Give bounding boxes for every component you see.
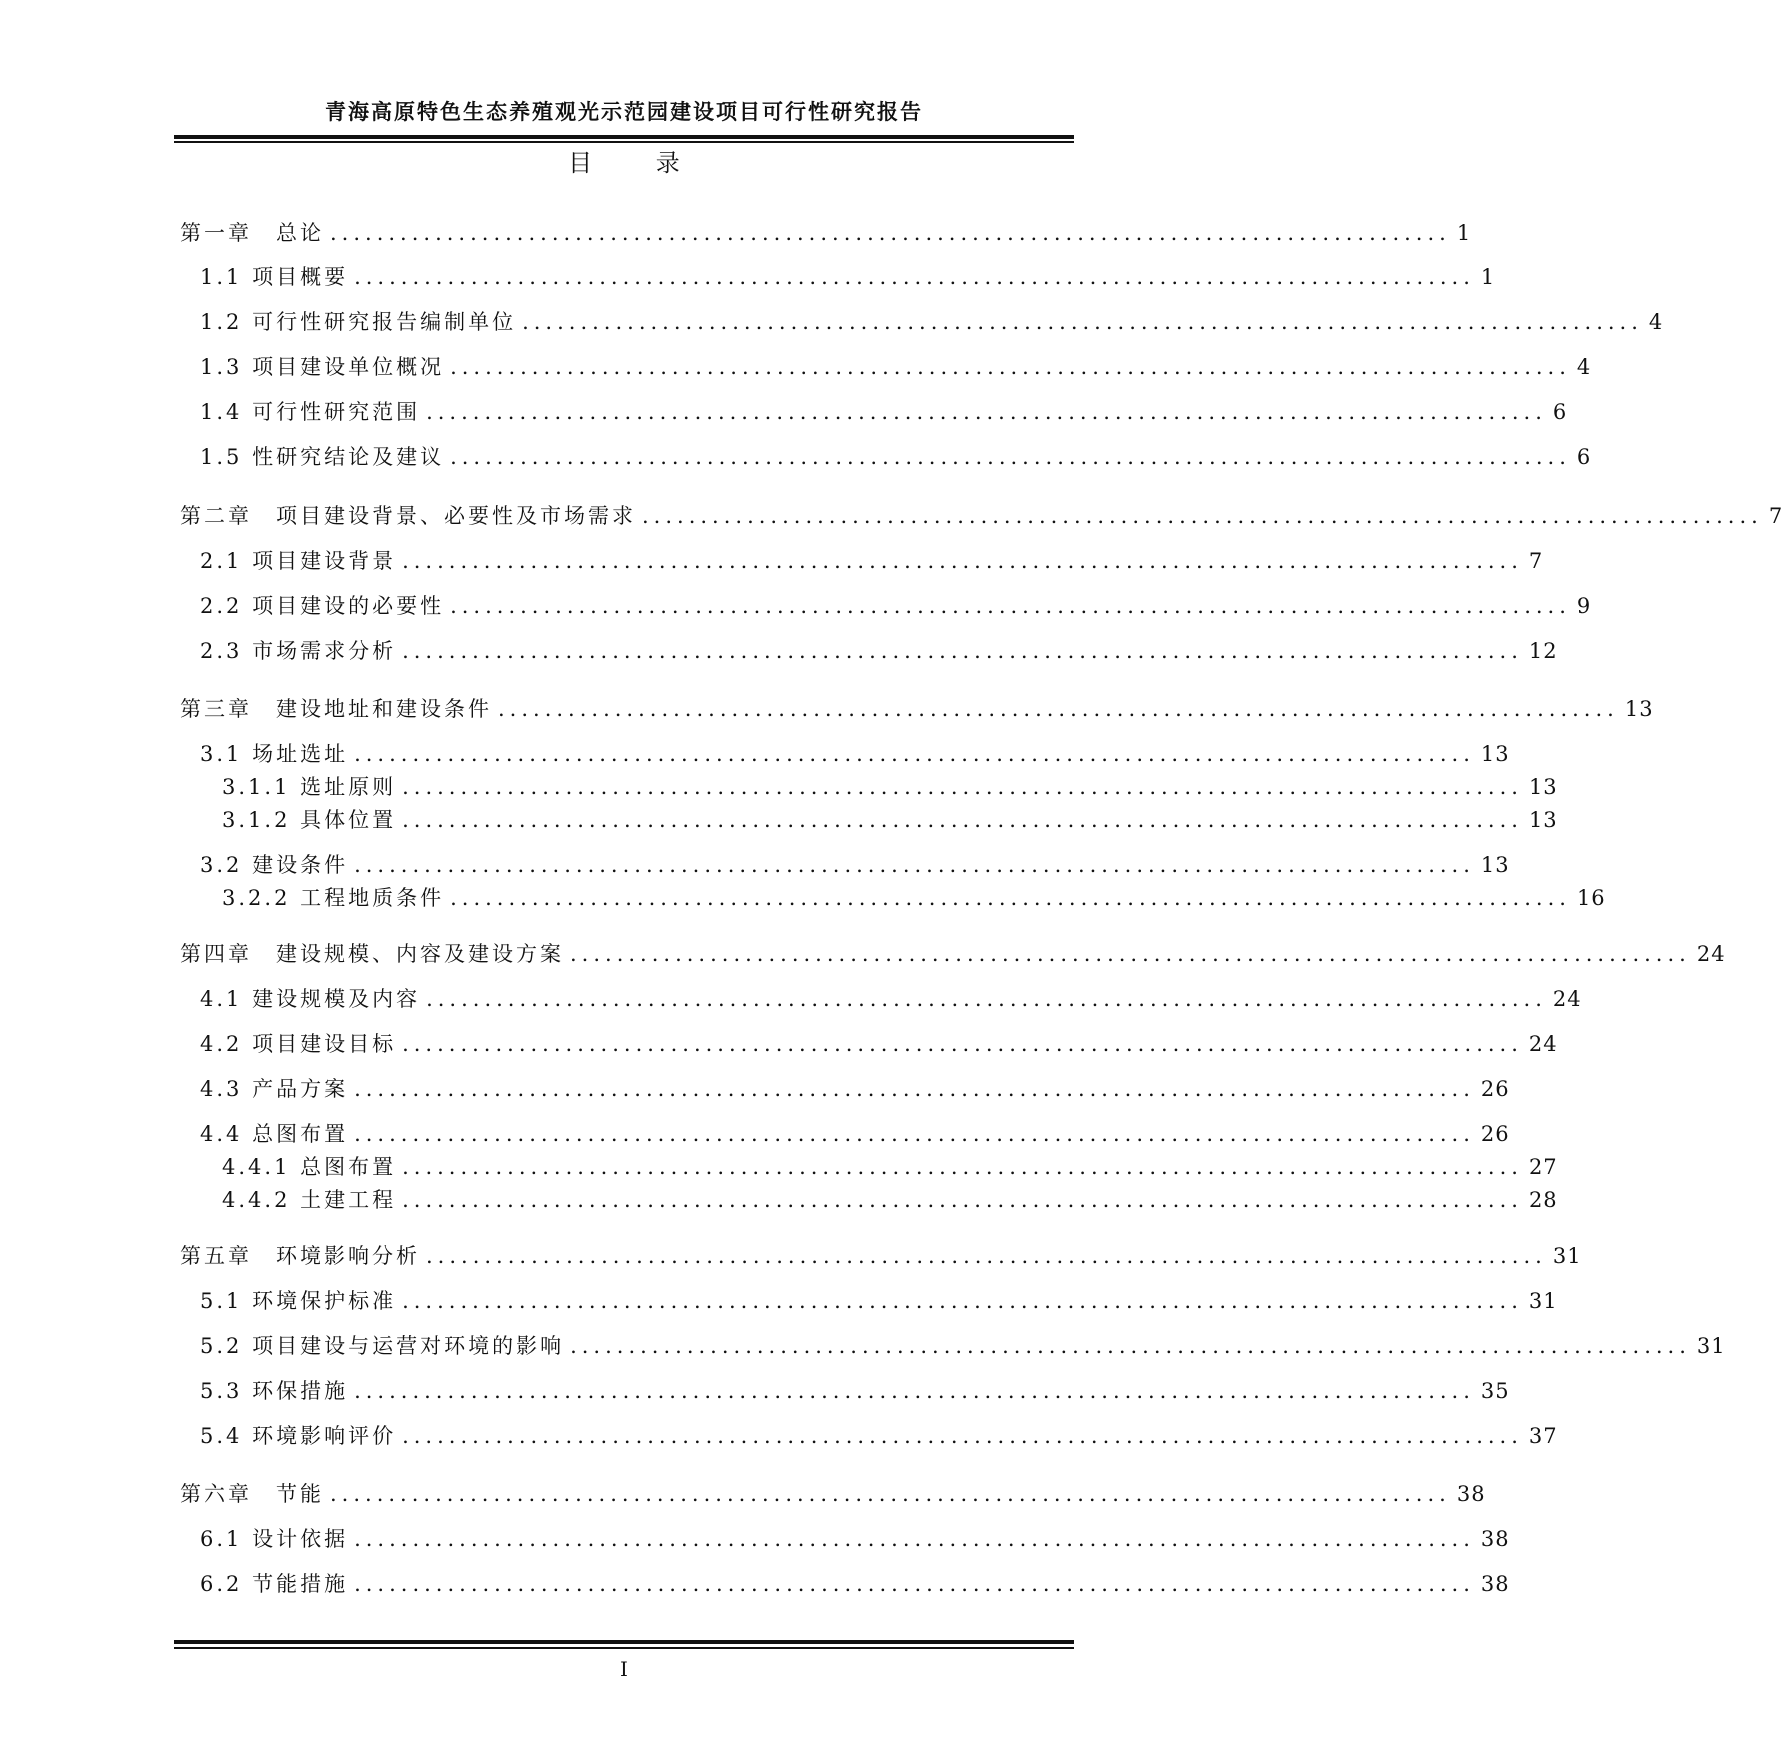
toc-leader: ................................................................................................ bbox=[354, 853, 1475, 877]
toc-entry-page: 38 bbox=[1480, 1527, 1510, 1551]
toc-entry-label: 第一章 总论 bbox=[180, 221, 324, 245]
toc-leader: ................................................................................................ bbox=[498, 697, 1619, 721]
toc-entry-subsection[interactable] bbox=[222, 882, 1606, 912]
toc-entry-section[interactable] bbox=[200, 590, 1592, 620]
toc-entry-label: 1.3 项目建设单位概况 bbox=[200, 355, 445, 379]
toc-entry-label: 4.4 总图布置 bbox=[200, 1122, 349, 1146]
toc-entry-chapter[interactable] bbox=[180, 693, 1654, 723]
toc-leader: ................................................................................................ bbox=[450, 594, 1571, 618]
toc-leader: ................................................................................................ bbox=[450, 445, 1571, 469]
toc-entry-page: 13 bbox=[1528, 775, 1558, 799]
toc-leader: ................................................................................................ bbox=[330, 1482, 1451, 1506]
toc-entry-section[interactable] bbox=[200, 545, 1544, 575]
toc-title: 目 录 bbox=[568, 149, 708, 177]
toc-entry-page: 6 bbox=[1576, 445, 1592, 469]
toc-entry-page: 13 bbox=[1480, 742, 1510, 766]
toc-entry-page: 1 bbox=[1480, 265, 1496, 289]
toc-leader: ................................................................................................ bbox=[402, 1032, 1523, 1056]
toc-entry-page: 31 bbox=[1528, 1289, 1558, 1313]
toc-leader: ................................................................................................ bbox=[426, 400, 1547, 424]
toc-entry-label: 5.2 项目建设与运营对环境的影响 bbox=[200, 1334, 565, 1358]
toc-entry-label: 第五章 环境影响分析 bbox=[180, 1244, 420, 1268]
toc-leader: ................................................................................................ bbox=[402, 1188, 1523, 1212]
toc-entry-page: 35 bbox=[1480, 1379, 1510, 1403]
toc-entry-label: 5.3 环保措施 bbox=[200, 1379, 349, 1403]
toc-entry-subsection[interactable] bbox=[222, 804, 1558, 834]
toc-entry-page: 28 bbox=[1528, 1188, 1558, 1212]
toc-leader: ................................................................................................ bbox=[402, 549, 1523, 573]
toc-entry-label: 6.1 设计依据 bbox=[200, 1527, 349, 1551]
toc-entry-label: 2.2 项目建设的必要性 bbox=[200, 594, 445, 618]
toc-entry-section[interactable] bbox=[200, 1523, 1510, 1553]
toc-entry-page: 31 bbox=[1696, 1334, 1726, 1358]
toc-entry-section[interactable] bbox=[200, 635, 1558, 665]
toc-entry-label: 第三章 建设地址和建设条件 bbox=[180, 697, 492, 721]
toc-entry-chapter[interactable] bbox=[180, 1478, 1486, 1508]
toc-entry-chapter[interactable] bbox=[180, 1240, 1582, 1270]
toc-entry-page: 37 bbox=[1528, 1424, 1558, 1448]
toc-leader: ................................................................................................ bbox=[450, 886, 1571, 910]
toc-leader: ................................................................................................ bbox=[354, 1379, 1475, 1403]
toc-entry-label: 第四章 建设规模、内容及建设方案 bbox=[180, 942, 564, 966]
toc-entry-label: 1.1 项目概要 bbox=[200, 265, 349, 289]
page-number: I bbox=[620, 1657, 628, 1681]
toc-entry-label: 3.2 建设条件 bbox=[200, 853, 349, 877]
toc-entry-label: 3.1.1 选址原则 bbox=[222, 775, 397, 799]
toc-entry-label: 3.1.2 具体位置 bbox=[222, 808, 397, 832]
toc-entry-label: 4.3 产品方案 bbox=[200, 1077, 349, 1101]
toc-leader: ................................................................................................ bbox=[354, 742, 1475, 766]
toc-entry-page: 24 bbox=[1552, 987, 1582, 1011]
toc-entry-label: 3.2.2 工程地质条件 bbox=[222, 886, 445, 910]
toc-entry-label: 1.5 性研究结论及建议 bbox=[200, 445, 445, 469]
toc-leader: ................................................................................................ bbox=[354, 1122, 1475, 1146]
toc-entry-label: 5.4 环境影响评价 bbox=[200, 1424, 397, 1448]
toc-entry-label: 5.1 环境保护标准 bbox=[200, 1289, 397, 1313]
toc-leader: ................................................................................................ bbox=[642, 504, 1763, 528]
toc-entry-section[interactable] bbox=[200, 261, 1496, 291]
toc-leader: ................................................................................................ bbox=[402, 639, 1523, 663]
toc-entry-page: 38 bbox=[1456, 1482, 1486, 1506]
toc-entry-page: 7 bbox=[1768, 504, 1783, 528]
document-header-title: 青海高原特色生态养殖观光示范园建设项目可行性研究报告 bbox=[325, 100, 923, 124]
toc-entry-page: 13 bbox=[1480, 853, 1510, 877]
toc-entry-page: 38 bbox=[1480, 1572, 1510, 1596]
toc-entry-page: 26 bbox=[1480, 1122, 1510, 1146]
toc-entry-label: 2.3 市场需求分析 bbox=[200, 639, 397, 663]
toc-entry-page: 27 bbox=[1528, 1155, 1558, 1179]
toc-leader: ................................................................................................ bbox=[402, 1155, 1523, 1179]
toc-entry-subsection[interactable] bbox=[222, 1184, 1558, 1214]
toc-entry-page: 24 bbox=[1528, 1032, 1558, 1056]
toc-entry-subsection[interactable] bbox=[222, 1151, 1558, 1181]
toc-leader: ................................................................................................ bbox=[354, 1077, 1475, 1101]
toc-entry-section[interactable] bbox=[200, 738, 1510, 768]
toc-leader: ................................................................................................ bbox=[402, 1289, 1523, 1313]
toc-entry-label: 1.4 可行性研究范围 bbox=[200, 400, 421, 424]
toc-leader: ................................................................................................ bbox=[450, 355, 1571, 379]
toc-entry-section[interactable] bbox=[200, 1118, 1510, 1148]
toc-entry-section[interactable] bbox=[200, 1330, 1726, 1360]
toc-entry-section[interactable] bbox=[200, 983, 1582, 1013]
toc-entry-label: 4.1 建设规模及内容 bbox=[200, 987, 421, 1011]
toc-entry-label: 4.4.1 总图布置 bbox=[222, 1155, 397, 1179]
toc-entry-section[interactable] bbox=[200, 441, 1592, 471]
toc-entry-label: 第二章 项目建设背景、必要性及市场需求 bbox=[180, 504, 636, 528]
toc-entry-section[interactable] bbox=[200, 1073, 1510, 1103]
toc-entry-page: 4 bbox=[1576, 355, 1592, 379]
toc-entry-section[interactable] bbox=[200, 1375, 1510, 1405]
toc-entry-label: 3.1 场址选址 bbox=[200, 742, 349, 766]
toc-leader: ................................................................................................ bbox=[354, 1527, 1475, 1551]
toc-entry-page: 13 bbox=[1624, 697, 1654, 721]
toc-entry-page: 31 bbox=[1552, 1244, 1582, 1268]
toc-entry-page: 26 bbox=[1480, 1077, 1510, 1101]
toc-leader: ................................................................................................ bbox=[426, 987, 1547, 1011]
toc-entry-section[interactable] bbox=[200, 1285, 1558, 1315]
toc-entry-chapter[interactable] bbox=[180, 217, 1472, 247]
toc-entry-label: 第六章 节能 bbox=[180, 1482, 324, 1506]
toc-entry-section[interactable] bbox=[200, 306, 1664, 336]
toc-entry-section[interactable] bbox=[200, 396, 1568, 426]
toc-leader: ................................................................................................ bbox=[402, 1424, 1523, 1448]
toc-entry-page: 12 bbox=[1528, 639, 1558, 663]
toc-entry-section[interactable] bbox=[200, 351, 1592, 381]
toc-entry-section[interactable] bbox=[200, 1420, 1558, 1450]
toc-entry-label: 6.2 节能措施 bbox=[200, 1572, 349, 1596]
toc-entry-page: 1 bbox=[1456, 221, 1472, 245]
toc-leader: ................................................................................................ bbox=[354, 1572, 1475, 1596]
toc-entry-label: 1.2 可行性研究报告编制单位 bbox=[200, 310, 517, 334]
toc-entry-page: 24 bbox=[1696, 942, 1726, 966]
toc-leader: ................................................................................................ bbox=[330, 221, 1451, 245]
toc-entry-label: 4.2 项目建设目标 bbox=[200, 1032, 397, 1056]
toc-entry-section[interactable] bbox=[200, 1568, 1510, 1598]
toc-entry-page: 9 bbox=[1576, 594, 1592, 618]
toc-entry-label: 2.1 项目建设背景 bbox=[200, 549, 397, 573]
toc-entry-page: 13 bbox=[1528, 808, 1558, 832]
toc-entry-label: 4.4.2 土建工程 bbox=[222, 1188, 397, 1212]
toc-leader: ................................................................................................ bbox=[522, 310, 1643, 334]
toc-entry-page: 4 bbox=[1648, 310, 1664, 334]
toc-leader: ................................................................................................ bbox=[354, 265, 1475, 289]
toc-entry-page: 16 bbox=[1576, 886, 1606, 910]
toc-entry-page: 6 bbox=[1552, 400, 1568, 424]
toc-leader: ................................................................................................ bbox=[570, 942, 1691, 966]
footer-rule-thin bbox=[174, 1647, 1074, 1649]
header-rule-thick bbox=[174, 135, 1074, 139]
toc-leader: ................................................................................................ bbox=[570, 1334, 1691, 1358]
toc-leader: ................................................................................................ bbox=[426, 1244, 1547, 1268]
toc-leader: ................................................................................................ bbox=[402, 808, 1523, 832]
toc-entry-chapter[interactable] bbox=[180, 500, 1783, 530]
toc-entry-section[interactable] bbox=[200, 849, 1510, 879]
footer-rule-thick bbox=[174, 1640, 1074, 1644]
toc-entry-chapter[interactable] bbox=[180, 938, 1726, 968]
toc-entry-subsection[interactable] bbox=[222, 771, 1558, 801]
toc-leader: ................................................................................................ bbox=[402, 775, 1523, 799]
toc-entry-section[interactable] bbox=[200, 1028, 1558, 1058]
toc-entry-page: 7 bbox=[1528, 549, 1544, 573]
